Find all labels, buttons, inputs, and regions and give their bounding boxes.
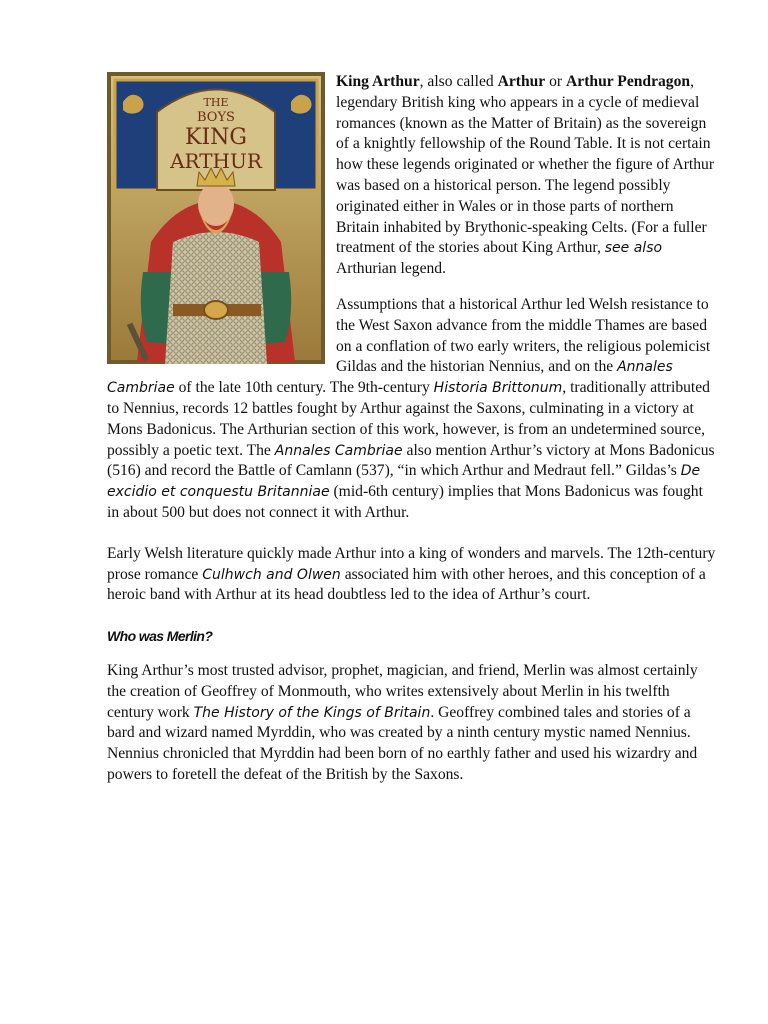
merlin-heading: Who was Merlin?: [107, 628, 213, 645]
title-de-excidio: De excidio et conquestu Britanniae: [107, 463, 701, 501]
term-arthur: Arthur: [497, 73, 546, 90]
poster-line-3: KING: [185, 125, 247, 150]
title-annales-cambriae: Annales Cambriae: [107, 359, 673, 397]
see-also-link[interactable]: see also: [604, 240, 663, 257]
term-arthur-pendragon: Arthur Pendragon: [566, 73, 691, 90]
merlin-paragraph: King Arthur’s most trusted advisor, prophet, magician, and friend, Merlin was almost certainly the creation of Geoffrey of Monmouth, who writes extensively about Merlin in his twelfth century work The History of the Kings of Britain. Geoffrey combined tales and stories of a bard and wizard named Myrddin, who was created by a ninth century mystic named Nennius. Nennius chronicled that Myrddin had been born of no earthly father and used his wizardry and powers to foretell the defeat of the British by the Saxons.: [107, 661, 698, 783]
poster-line-4: ARTHUR: [170, 149, 262, 173]
welsh-literature-paragraph: Early Welsh literature quickly made Arthur into a king of wonders and marvels. The 12th-century prose romance Culhwch and Olwen associated him with other heroes, and this conception of a heroic band with Arthur at its head doubtless led to the idea of Arthur’s court.: [107, 544, 716, 604]
king-arthur-illustration: [107, 72, 325, 364]
poster-line-1: THE: [203, 96, 229, 109]
term-king-arthur: King Arthur: [336, 73, 420, 90]
historical-arthur-paragraph: Assumptions that a historical Arthur led Welsh resistance to the West Saxon advance from the middle Thames are based on a conflation of two early writers, the religious polemicist Gildas and the historian Nennius, and on the Annales Cambriae of the late 10th century. The 9th-century Historia Brittonum, traditionally attributed to Nennius, records 12 battles fought by Arthur against the Saxons, culminating in a victory at Mons Badonicus. The Arthurian section of this work, however, is from an undetermined source, possibly a poetic text. The Annales Cambriae also mention Arthur’s victory at Mons Badonicus (516) and record the Battle of Camlann (537), “in which Arthur and Medraut fell.” Gildas’s De excidio et conquestu Britanniae (mid-6th century) implies that Mons Badonicus was fought in about 500 but does not connect it with Arthur.: [107, 295, 715, 521]
poster-line-2: BOYS: [197, 110, 235, 125]
title-historia-brittonum: Historia Brittonum: [433, 380, 563, 397]
intro-paragraph: King Arthur, also called Arthur or Arthur Pendragon, legendary British king who appears in a cycle of medieval romances (known as the Matter of Britain) as the sovereign of a knightly fellowship of the Round Table. It is not certain how these legends originated or whether the figure of Arthur was based on a historical person. The legend possibly originated either in Wales or in those parts of northern Britain inhabited by Brythonic-speaking Celts. (For a fuller treatment of the stories about King Arthur, see also Arthurian legend.: [336, 73, 715, 278]
title-history-of-kings: The History of the Kings of Britain: [193, 704, 431, 721]
document-page: [107, 72, 717, 786]
title-culhwch-and-olwen: Culhwch and Olwen: [202, 566, 341, 583]
title-annales-cambriae-2: Annales Cambriae: [274, 442, 403, 459]
